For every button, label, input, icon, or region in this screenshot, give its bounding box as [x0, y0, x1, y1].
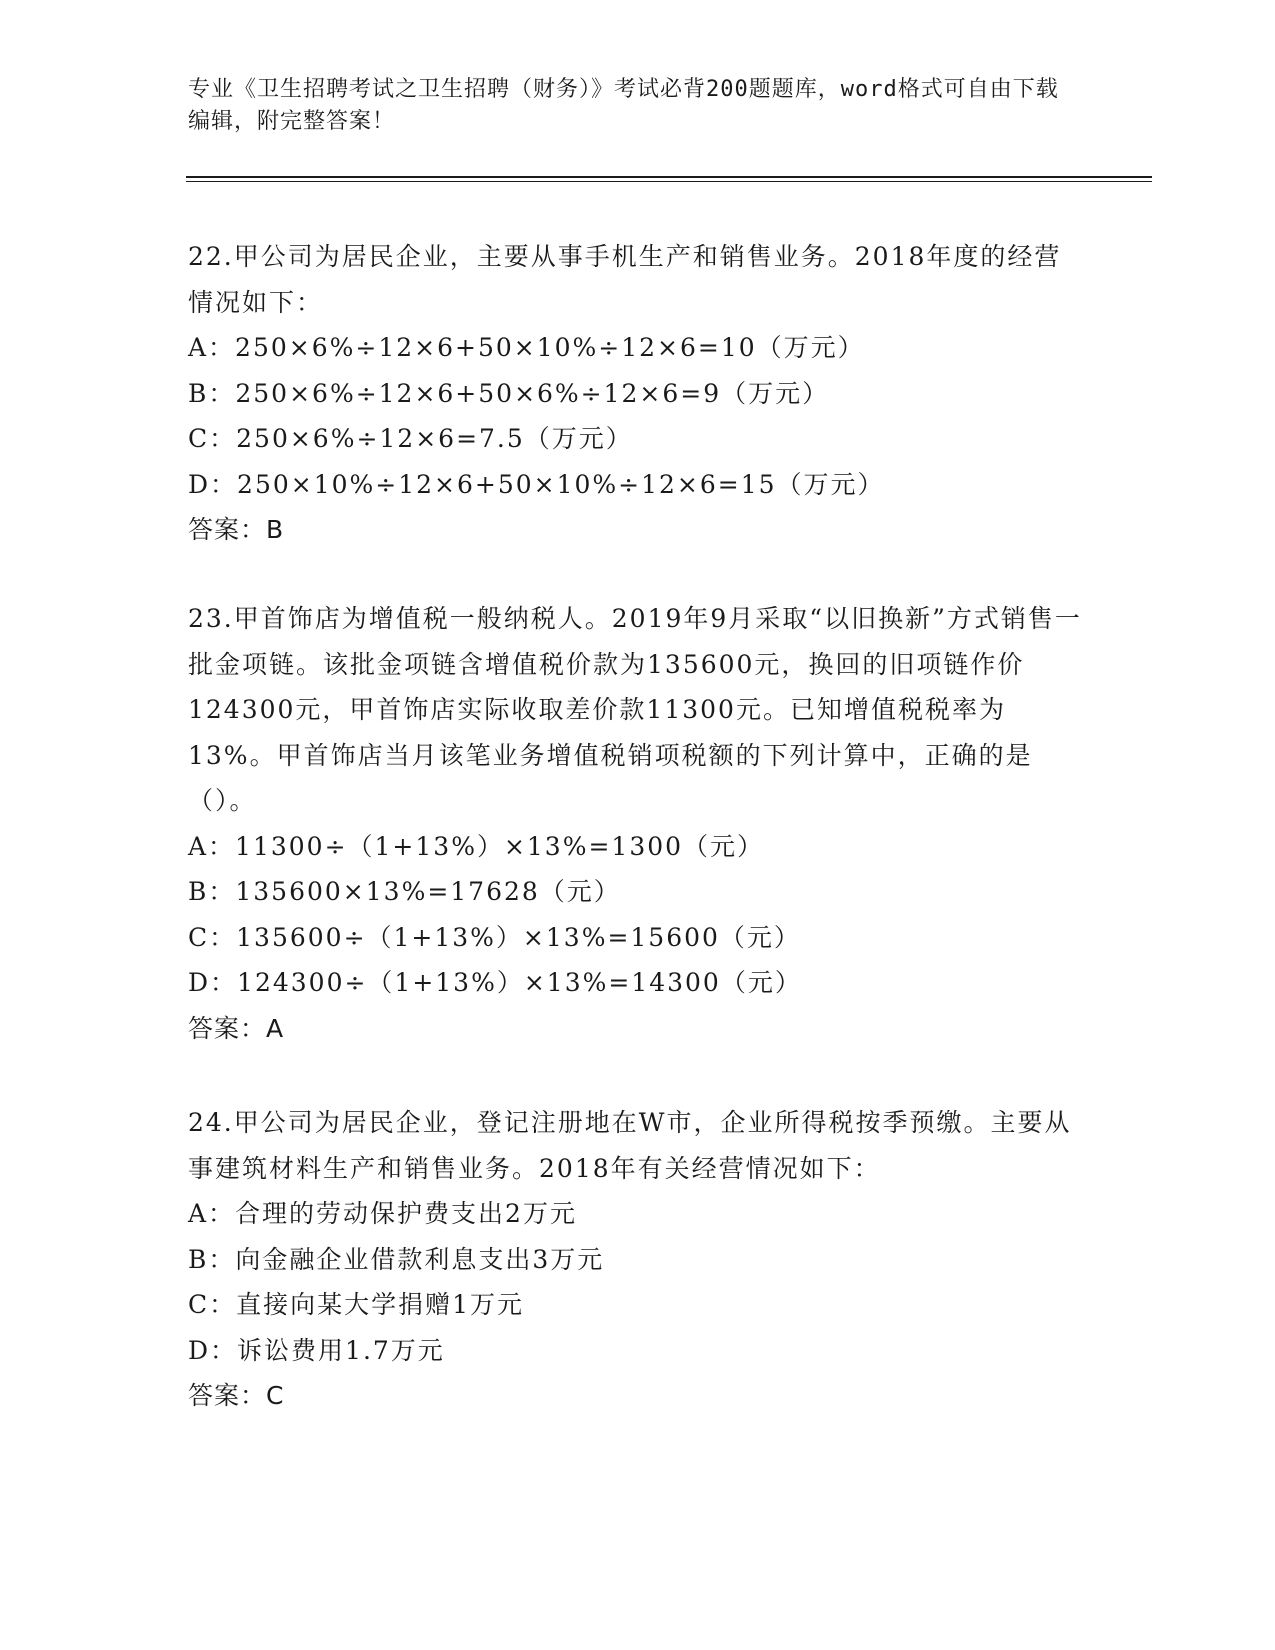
option-d: D：124300÷（1+13%）×13%=14300（元）: [188, 968, 802, 997]
answer: 答案：C: [188, 1381, 285, 1410]
option-d: D：诉讼费用1.7万元: [188, 1335, 445, 1365]
answer: 答案：B: [188, 515, 285, 544]
question-22: [188, 234, 1088, 553]
question-stem: 24.甲公司为居民企业，登记注册地在W市，企业所得税按季预缴。主要从事建筑材料生产和销售业务。2018年有关经营情况如下：: [188, 1108, 1072, 1183]
option-b: B：向金融企业借款利息支出3万元: [188, 1244, 605, 1274]
option-d: D：250×10%÷12×6+50×10%÷12×6=15（万元）: [188, 469, 885, 499]
option-c: C：250×6%÷12×6=7.5（万元）: [188, 424, 633, 453]
option-a: A：11300÷（1+13%）×13%=1300（元）: [188, 831, 765, 861]
option-c: C：直接向某大学捐赠1万元: [188, 1290, 525, 1319]
option-a: A：250×6%÷12×6+50×10%÷12×6=10（万元）: [188, 333, 865, 362]
answer: 答案：A: [188, 1013, 285, 1043]
option-b: B：135600×13%=17628（元）: [188, 877, 621, 906]
question-stem: 22.甲公司为居民企业，主要从事手机生产和销售业务。2018年度的经营情况如下：: [188, 242, 1062, 317]
option-b: B：250×6%÷12×6+50×6%÷12×6=9（万元）: [188, 378, 830, 408]
option-a: A：合理的劳动保护费支出2万元: [188, 1199, 577, 1228]
document-header: 专业《卫生招聘考试之卫生招聘（财务）》考试必背200题题库，word格式可自由下载编辑，附完整答案！: [188, 77, 1059, 134]
header-divider-thin: [186, 181, 1152, 182]
question-stem: 23.甲首饰店为增值税一般纳税人。2019年9月采取“以旧换新”方式销售一批金项链。该批金项链含增值税价款为135600元，换回的旧项链作价124300元，甲首饰店实际收取差价款11300元。已知增值税税率为13%。甲首饰店当月该笔业务增值税销项税额的下列计算中，正确的是（）。: [188, 604, 1082, 815]
header-divider-thick: [186, 176, 1152, 178]
question-24: [188, 1100, 1088, 1419]
option-c: C：135600÷（1+13%）×13%=15600（元）: [188, 922, 801, 952]
question-23: [188, 596, 1088, 1051]
